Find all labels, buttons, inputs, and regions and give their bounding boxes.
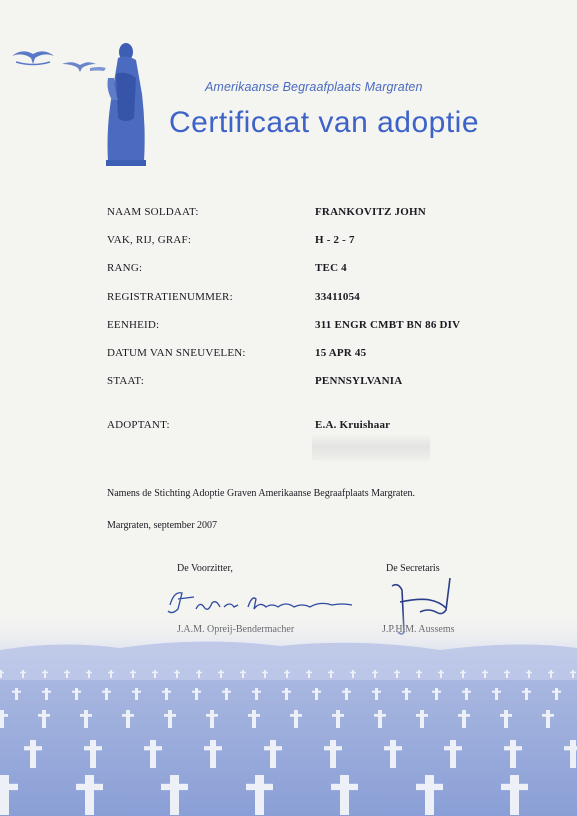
grave-cross [15,688,18,700]
value-unit: 311 ENGR CMBT BN 86 DIV [315,319,461,331]
grave-cross-bar [570,672,576,673]
grave-cross [126,710,130,728]
grave-cross-bar [331,784,358,790]
grave-cross-bar [312,691,321,693]
grave-cross [132,670,134,678]
grave-cross [45,688,48,700]
grave-cross-bar [161,784,188,790]
grave-cross-bar [240,672,246,673]
grave-cross [550,670,552,678]
label-rank: RANG: [107,262,143,274]
label-date-of-death: DATUM VAN SNEUVELEN: [107,347,246,359]
grave-cross-bar [84,746,102,750]
grave-cross [345,688,348,700]
grave-cross [315,688,318,700]
grave-cross [242,670,244,678]
grave-cross-bar [504,746,522,750]
grave-cross-bar [262,672,268,673]
grave-cross-bar [72,691,81,693]
grave-cross-bar [548,672,554,673]
grave-cross [396,670,398,678]
grave-cross [525,688,528,700]
grave-cross [225,688,228,700]
grave-cross [555,688,558,700]
grave-cross-bar [174,672,180,673]
grave-cross [84,710,88,728]
grave-cross-bar [372,672,378,673]
grave-cross [22,670,24,678]
grave-cross-bar [0,714,8,717]
grave-cross-bar [252,691,261,693]
grave-cross-bar [324,746,342,750]
grave-cross [150,740,156,768]
grave-cross-bar [0,784,18,790]
grave-cross-bar [76,784,103,790]
label-state: STAAT: [107,375,145,387]
grave-cross-bar [438,672,444,673]
grave-cross [462,670,464,678]
grave-cross [0,670,2,678]
grave-cross-bar [162,691,171,693]
grave-cross-bar [350,672,356,673]
chair-title: De Voorzitter, [177,563,233,574]
grave-cross [210,710,214,728]
grave-cross-bar [394,672,400,673]
grave-cross-bar [504,672,510,673]
grave-cross [90,740,96,768]
grave-cross-bar [416,784,443,790]
grave-cross [352,670,354,678]
grave-cross [255,775,264,815]
grave-cross-bar [0,672,4,673]
value-adopter: E.A. Kruishaar [315,419,391,431]
grave-cross-bar [284,672,290,673]
grave-cross-bar [204,746,222,750]
grave-cross-bar [482,672,488,673]
grave-cross [165,688,168,700]
grave-cross [440,670,442,678]
grave-cross-bar [248,714,260,717]
grave-cross-bar [20,672,26,673]
grave-cross [110,670,112,678]
grave-cross-bar [462,691,471,693]
grave-cross-bar [206,714,218,717]
grave-cross [286,670,288,678]
secretary-title: De Secretaris [386,563,440,574]
grave-cross-bar [332,714,344,717]
grave-cross [135,688,138,700]
grave-cross [528,670,530,678]
grave-cross [340,775,349,815]
statue-illustration [60,38,160,168]
grave-cross-bar [564,746,577,750]
grave-cross-bar [290,714,302,717]
grave-cross [330,670,332,678]
grave-cross [420,710,424,728]
grave-cross-bar [24,746,42,750]
on-behalf-text: Namens de Stichting Adoptie Graven Amerikaanse Begraafplaats Margraten. [107,488,416,499]
grave-cross-bar [458,714,470,717]
grave-cross-bar [282,691,291,693]
grave-cross [425,775,434,815]
grave-cross-bar [196,672,202,673]
grave-cross-bar [222,691,231,693]
grave-cross-bar [526,672,532,673]
grave-cross-bar [246,784,273,790]
grave-cross-bar [12,691,21,693]
grave-cross-bar [460,672,466,673]
grave-cross [42,710,46,728]
label-registration-number: REGISTRATIENUMMER: [107,291,233,303]
grave-cross [378,710,382,728]
grave-cross [374,670,376,678]
value-registration-number: 33411054 [315,291,360,303]
grave-cross-bar [80,714,92,717]
grave-cross [546,710,550,728]
grave-cross-bar [42,691,51,693]
grave-cross [66,670,68,678]
grave-cross [0,710,4,728]
value-date-of-death: 15 APR 45 [315,347,367,359]
grave-cross-bar [402,691,411,693]
grave-cross-bar [164,714,176,717]
grave-cross [75,688,78,700]
grave-cross [105,688,108,700]
grave-cross [0,775,9,815]
grave-cross-bar [342,691,351,693]
value-soldier-name: FRANKOVITZ JOHN [315,206,426,218]
grave-cross-bar [444,746,462,750]
grave-cross-bar [328,672,334,673]
dove-logo [8,40,58,70]
grave-cross [375,688,378,700]
grave-cross-bar [416,672,422,673]
grave-cross [418,670,420,678]
grave-cross [198,670,200,678]
grave-cross-bar [500,714,512,717]
grave-cross [572,670,574,678]
grave-cross [450,740,456,768]
grave-cross-bar [130,672,136,673]
grave-cross [330,740,336,768]
grave-cross [170,775,179,815]
grave-cross [44,670,46,678]
grave-cross [168,710,172,728]
cemetery-photo [0,610,577,816]
grave-cross [462,710,466,728]
grave-cross [495,688,498,700]
label-adopter: ADOPTANT: [107,419,170,431]
grave-cross [30,740,36,768]
grave-cross [510,775,519,815]
grave-cross [220,670,222,678]
label-plot-row-grave: VAK, RIJ, GRAF: [107,234,192,246]
grave-cross [484,670,486,678]
grave-cross-bar [144,746,162,750]
grave-cross-bar [122,714,134,717]
redacted-address [312,435,430,461]
grave-cross-bar [306,672,312,673]
grave-cross [336,710,340,728]
grave-cross-bar [432,691,441,693]
grave-cross-bar [264,746,282,750]
grave-cross [85,775,94,815]
grave-cross [465,688,468,700]
grave-cross-bar [218,672,224,673]
grave-cross [285,688,288,700]
grave-cross [255,688,258,700]
grave-cross [405,688,408,700]
grave-cross-bar [86,672,92,673]
value-state: PENNSYLVANIA [315,375,403,387]
grave-cross-bar [552,691,561,693]
grave-cross-bar [542,714,554,717]
grave-cross-bar [492,691,501,693]
grave-cross-bar [102,691,111,693]
grave-cross [570,740,576,768]
grave-cross [435,688,438,700]
certificate-title: Certificaat van adoptie [169,106,480,139]
grave-cross [154,670,156,678]
grave-cross-bar [38,714,50,717]
place-date-text: Margraten, september 2007 [107,520,218,531]
grave-cross-bar [522,691,531,693]
grave-cross-bar [42,672,48,673]
grave-cross [88,670,90,678]
grave-cross [390,740,396,768]
grave-cross [294,710,298,728]
grave-cross [504,710,508,728]
grave-cross [195,688,198,700]
grave-cross-bar [64,672,70,673]
grave-cross-bar [192,691,201,693]
grave-cross [506,670,508,678]
label-unit: EENHEID: [107,319,160,331]
value-rank: TEC 4 [315,262,347,274]
grave-cross-bar [132,691,141,693]
grave-cross-bar [108,672,114,673]
grave-cross-bar [152,672,158,673]
grave-cross-bar [384,746,402,750]
label-soldier-name: NAAM SOLDAAT: [107,206,199,218]
grave-cross-bar [416,714,428,717]
grave-cross [270,740,276,768]
grave-cross [252,710,256,728]
value-plot-row-grave: H - 2 - 7 [315,234,355,246]
grave-cross [264,670,266,678]
grave-cross [308,670,310,678]
grave-cross [176,670,178,678]
grave-cross-bar [372,691,381,693]
grave-cross-bar [374,714,386,717]
grave-cross-bar [501,784,528,790]
cemetery-name: Amerikaanse Begraafplaats Margraten [205,80,423,94]
grave-cross [510,740,516,768]
grave-cross [210,740,216,768]
